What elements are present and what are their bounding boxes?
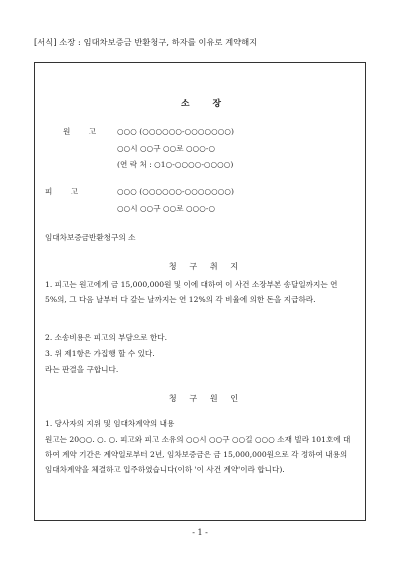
- page-number: - 1 -: [192, 528, 208, 537]
- claim-heading: 청 구 취 지: [168, 261, 244, 271]
- plaintiff-label: 원 고: [63, 127, 105, 136]
- cause-heading: 청 구 원 인: [168, 393, 244, 403]
- defendant-name: ○○○ (○○○○○○-○○○○○○○): [117, 187, 234, 196]
- form-header: [서식] 소장 : 임대차보증금 반환청구, 하자를 이유로 계약해지: [34, 37, 258, 47]
- cause-subheading: 1. 당사자의 지위 및 임대차계약의 내용: [45, 419, 175, 428]
- defendant-label: 피 고: [45, 187, 87, 196]
- case-name: 임대차보증금반환청구의 소: [45, 233, 136, 242]
- document-title: 소 장: [180, 99, 232, 109]
- defendant-address: ○○시 ○○구 ○○로 ○○○-○: [117, 204, 216, 213]
- cause-paragraph: 원고는 20○○. ○. ○. 피고와 피고 소유의 ○○시 ○○구 ○○길 ○○○ 소재 빌라 101호에 대하여 계약 기간은 계약일로부터 2년, 임차보증금은 금 15,000,000원으로 각 정하여 내용의 임대차계약을 체결하고 입주하였습니다(이하 '이 사건 계약'이라 합니다).: [45, 435, 351, 474]
- document-frame: [34, 62, 366, 521]
- document-body: [45, 63, 351, 520]
- plaintiff-name: ○○○ (○○○○○○-○○○○○○○): [117, 127, 234, 136]
- claim-item-2: 2. 소송비용은 피고의 부담으로 한다.: [45, 333, 168, 342]
- plaintiff-address: ○○시 ○○구 ○○로 ○○○-○: [117, 144, 216, 153]
- plaintiff-contact: (연 락 처 : ○1○-○○○○-○○○○): [117, 160, 234, 169]
- claim-item-3: 3. 위 제1항은 가집행 할 수 있다.: [45, 349, 155, 358]
- claim-item-1: 1. 피고는 원고에게 금 15,000,000원 및 이에 대하여 이 사건 소장부본 송달일까지는 연 5%의, 그 다음 날부터 다 갚는 날까지는 연 12%의 각 비율에 의한 돈을 지급하라.: [45, 280, 338, 304]
- claim-closing: 라는 판결을 구합니다.: [45, 365, 119, 374]
